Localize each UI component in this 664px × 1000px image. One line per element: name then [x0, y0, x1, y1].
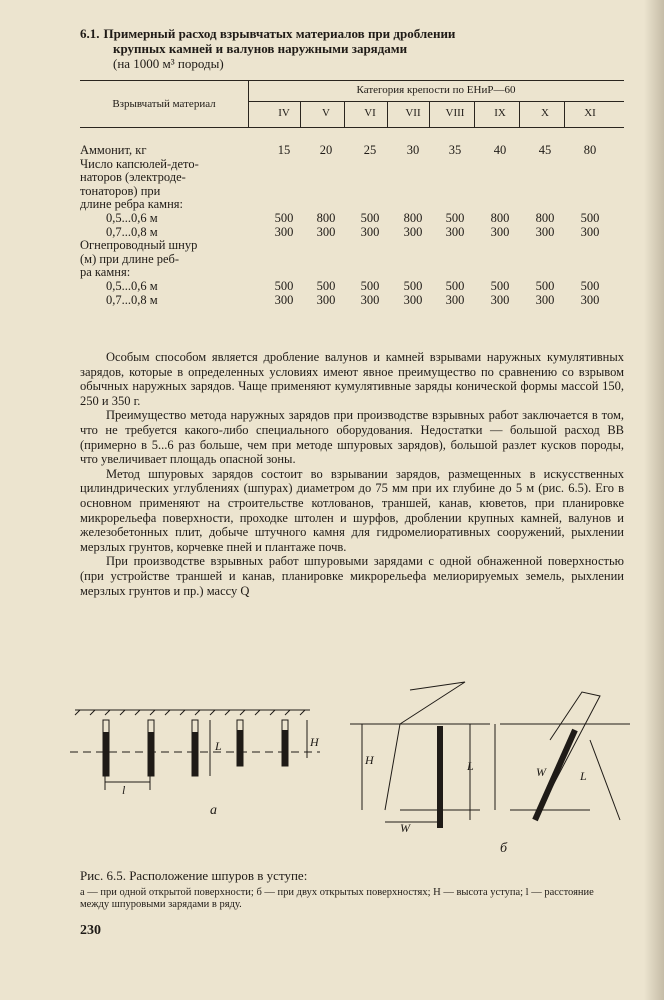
table-cell: 500: [274, 211, 294, 225]
table-cell: 300: [490, 292, 510, 307]
table-cell: 500: [580, 279, 600, 293]
title-line-1: Примерный расход взрывчатых материалов при дроблении: [103, 26, 456, 41]
table-title: [80, 26, 620, 71]
table-cell: 800: [490, 211, 510, 225]
category-2: V: [322, 107, 330, 119]
row-label: Число капсюлей-дето-: [80, 156, 199, 171]
table-cell: 500: [316, 279, 336, 293]
table-cell: 500: [274, 279, 294, 293]
category-divider: [474, 101, 475, 128]
category-divider: [429, 101, 430, 128]
row-label: наторов (электроде-: [80, 170, 186, 185]
figure-caption: Рис. 6.5. Расположение шпуров в уступе:: [80, 868, 308, 883]
label-b: б: [500, 841, 508, 856]
table-cell: 300: [535, 224, 555, 239]
table-cell: 300: [445, 292, 465, 307]
table-cell: 300: [580, 224, 600, 239]
row-label: 0,7...0,8 м: [106, 224, 158, 239]
table-cell: 300: [403, 292, 423, 307]
paragraph-2: Преимущество метода наружных зарядов при производстве взрывных работ заключается в том, что не требуется какого-либо специального оборудования. Недостатки — большой расход ВВ (примерно в 5...6 раз больше, чем при методе шпуровых зарядов), большой разлет кусков породы, что увеличивает площадь опасной зоны.: [80, 408, 624, 467]
table-cell: 300: [535, 292, 555, 307]
category-1: IV: [278, 107, 290, 119]
row-label: 0,5...0,6 м: [106, 211, 158, 225]
header-mid-rule: [248, 101, 624, 102]
category-7: X: [541, 107, 549, 119]
row-label: Аммонит, кг: [80, 143, 147, 157]
page-number: 230: [80, 923, 101, 938]
charge-4: [237, 730, 243, 766]
paragraph-3: Метод шпуровых зарядов состоит во взрывании зарядов, размещенных в искусственных цилиндрических углублениях (шпурах) диаметром до 75 мм при их глубине до 5 м (рис. 6.5). Его в основном применяют на строительстве котлованов, траншей, канав, кюветов, при планировке микрорельефа поверхности, проходке штолен и шурфов, дроблении крупных камней, валунов и железобетонных плит, добыче штучного камня для гидромелиоративных сооружений, рыхлении мерзлых грунтов, корчевке пней и плантаже почв.: [80, 466, 624, 554]
table-cell: 25: [363, 143, 377, 157]
label-H-b: H: [365, 753, 374, 767]
paragraph-1: Особым способом является дробление валунов и камней взрывами наружных кумулятивных зарядов, которые в определенных условиях имеют явное преимущество по сравнению со взрывом обычных наружных зарядов. Чаще применяют кумулятивные заряды конической формы массой 150, 250 и 350 г.: [80, 350, 624, 408]
row-label: тонаторов) при: [80, 183, 161, 198]
ground-hatch-a: [75, 710, 305, 715]
header-bottom-rule: [80, 127, 624, 128]
table-cell: 300: [490, 224, 510, 239]
category-group-header: Категория крепости по ЕНиР—60: [356, 84, 516, 96]
category-5: VIII: [445, 107, 465, 119]
table-number: 6.1.: [80, 26, 100, 41]
table-cell: 800: [535, 211, 555, 225]
charges-panel-a: [103, 720, 288, 776]
label-a: а: [210, 803, 217, 818]
title-line-2: крупных камней и валунов наружными зарядами: [113, 41, 408, 56]
blasthole-figure: [70, 670, 630, 870]
category-4: VII: [405, 107, 421, 119]
label-W-b: W: [400, 821, 410, 835]
table-cell: 300: [274, 292, 294, 307]
material-column-header: Взрывчатый материал: [112, 98, 216, 110]
table-cell: 15: [277, 143, 291, 157]
row-label: ра камня:: [80, 265, 131, 280]
category-divider: [519, 101, 520, 128]
table-cell: 40: [493, 143, 507, 157]
label-H-a: H: [310, 735, 319, 749]
category-divider: [344, 101, 345, 128]
label-W-b2: W: [536, 765, 546, 779]
charge-1: [103, 732, 109, 776]
paragraph-4: При производстве взрывных работ шпуровыми зарядами с одной обнаженной поверхностью (при устройстве траншей и канав, планировке микрорельефа мелиорируемых земель, рыхлении мерзлых грунтов и пр.) массу Q: [80, 554, 624, 598]
row-label: Огнепроводный шнур: [80, 238, 198, 253]
category-8: XI: [584, 107, 596, 119]
table-cell: 500: [580, 211, 600, 225]
label-L-b: L: [467, 759, 474, 773]
category-6: IX: [494, 107, 506, 119]
table-cell: 80: [583, 143, 597, 157]
label-L-a: L: [215, 739, 222, 753]
label-L-b2: L: [580, 769, 587, 783]
table-cell: 300: [316, 292, 336, 307]
table-cell: 500: [360, 279, 380, 293]
table-cell: 300: [360, 292, 380, 307]
table-cell: 20: [319, 143, 333, 157]
row-label: длине ребра камня:: [80, 197, 183, 212]
header-top-rule: [80, 80, 624, 81]
category-divider: [387, 101, 388, 128]
category-divider: [300, 101, 301, 128]
dim-L-b2: [590, 740, 620, 820]
table-cell: 500: [360, 211, 380, 225]
slope-outline-b1: [385, 682, 465, 810]
row-label: 0,5...0,6 м: [106, 279, 158, 293]
table-cell: 300: [360, 224, 380, 239]
table-cell: 300: [274, 224, 294, 239]
table-cell: 500: [535, 279, 555, 293]
table-cell: 500: [490, 279, 510, 293]
label-l: l: [122, 783, 126, 797]
table-cell: 30: [406, 143, 420, 157]
table-cell: 300: [403, 224, 423, 239]
table-cell: 300: [445, 224, 465, 239]
table-cell: 45: [538, 143, 552, 157]
table-cell: 500: [445, 279, 465, 293]
table-cell: 300: [580, 292, 600, 307]
page-edge-shadow: [644, 0, 664, 1000]
table-cell: 500: [403, 279, 423, 293]
figure-legend: а — при одной открытой поверхности; б — при двух открытых поверхностях; H — высота уступа; l — расстояние между шпуровыми зарядами в ряду.: [80, 887, 594, 910]
table-cell: 800: [316, 211, 336, 225]
charge-2: [148, 732, 154, 776]
category-3: VI: [364, 107, 376, 119]
row-label: (м) при длине реб-: [80, 251, 180, 266]
category-divider: [564, 101, 565, 128]
title-line-3: (на 1000 м³ породы): [113, 56, 224, 71]
row-label: 0,7...0,8 м: [106, 292, 158, 307]
table-cell: 300: [316, 224, 336, 239]
table-cell: 35: [448, 143, 462, 157]
body-text: [80, 350, 624, 598]
charge-3: [192, 732, 198, 776]
table-cell: 800: [403, 211, 423, 225]
charge-5: [282, 730, 288, 766]
table-header: [80, 80, 624, 128]
table-cell: 500: [445, 211, 465, 225]
